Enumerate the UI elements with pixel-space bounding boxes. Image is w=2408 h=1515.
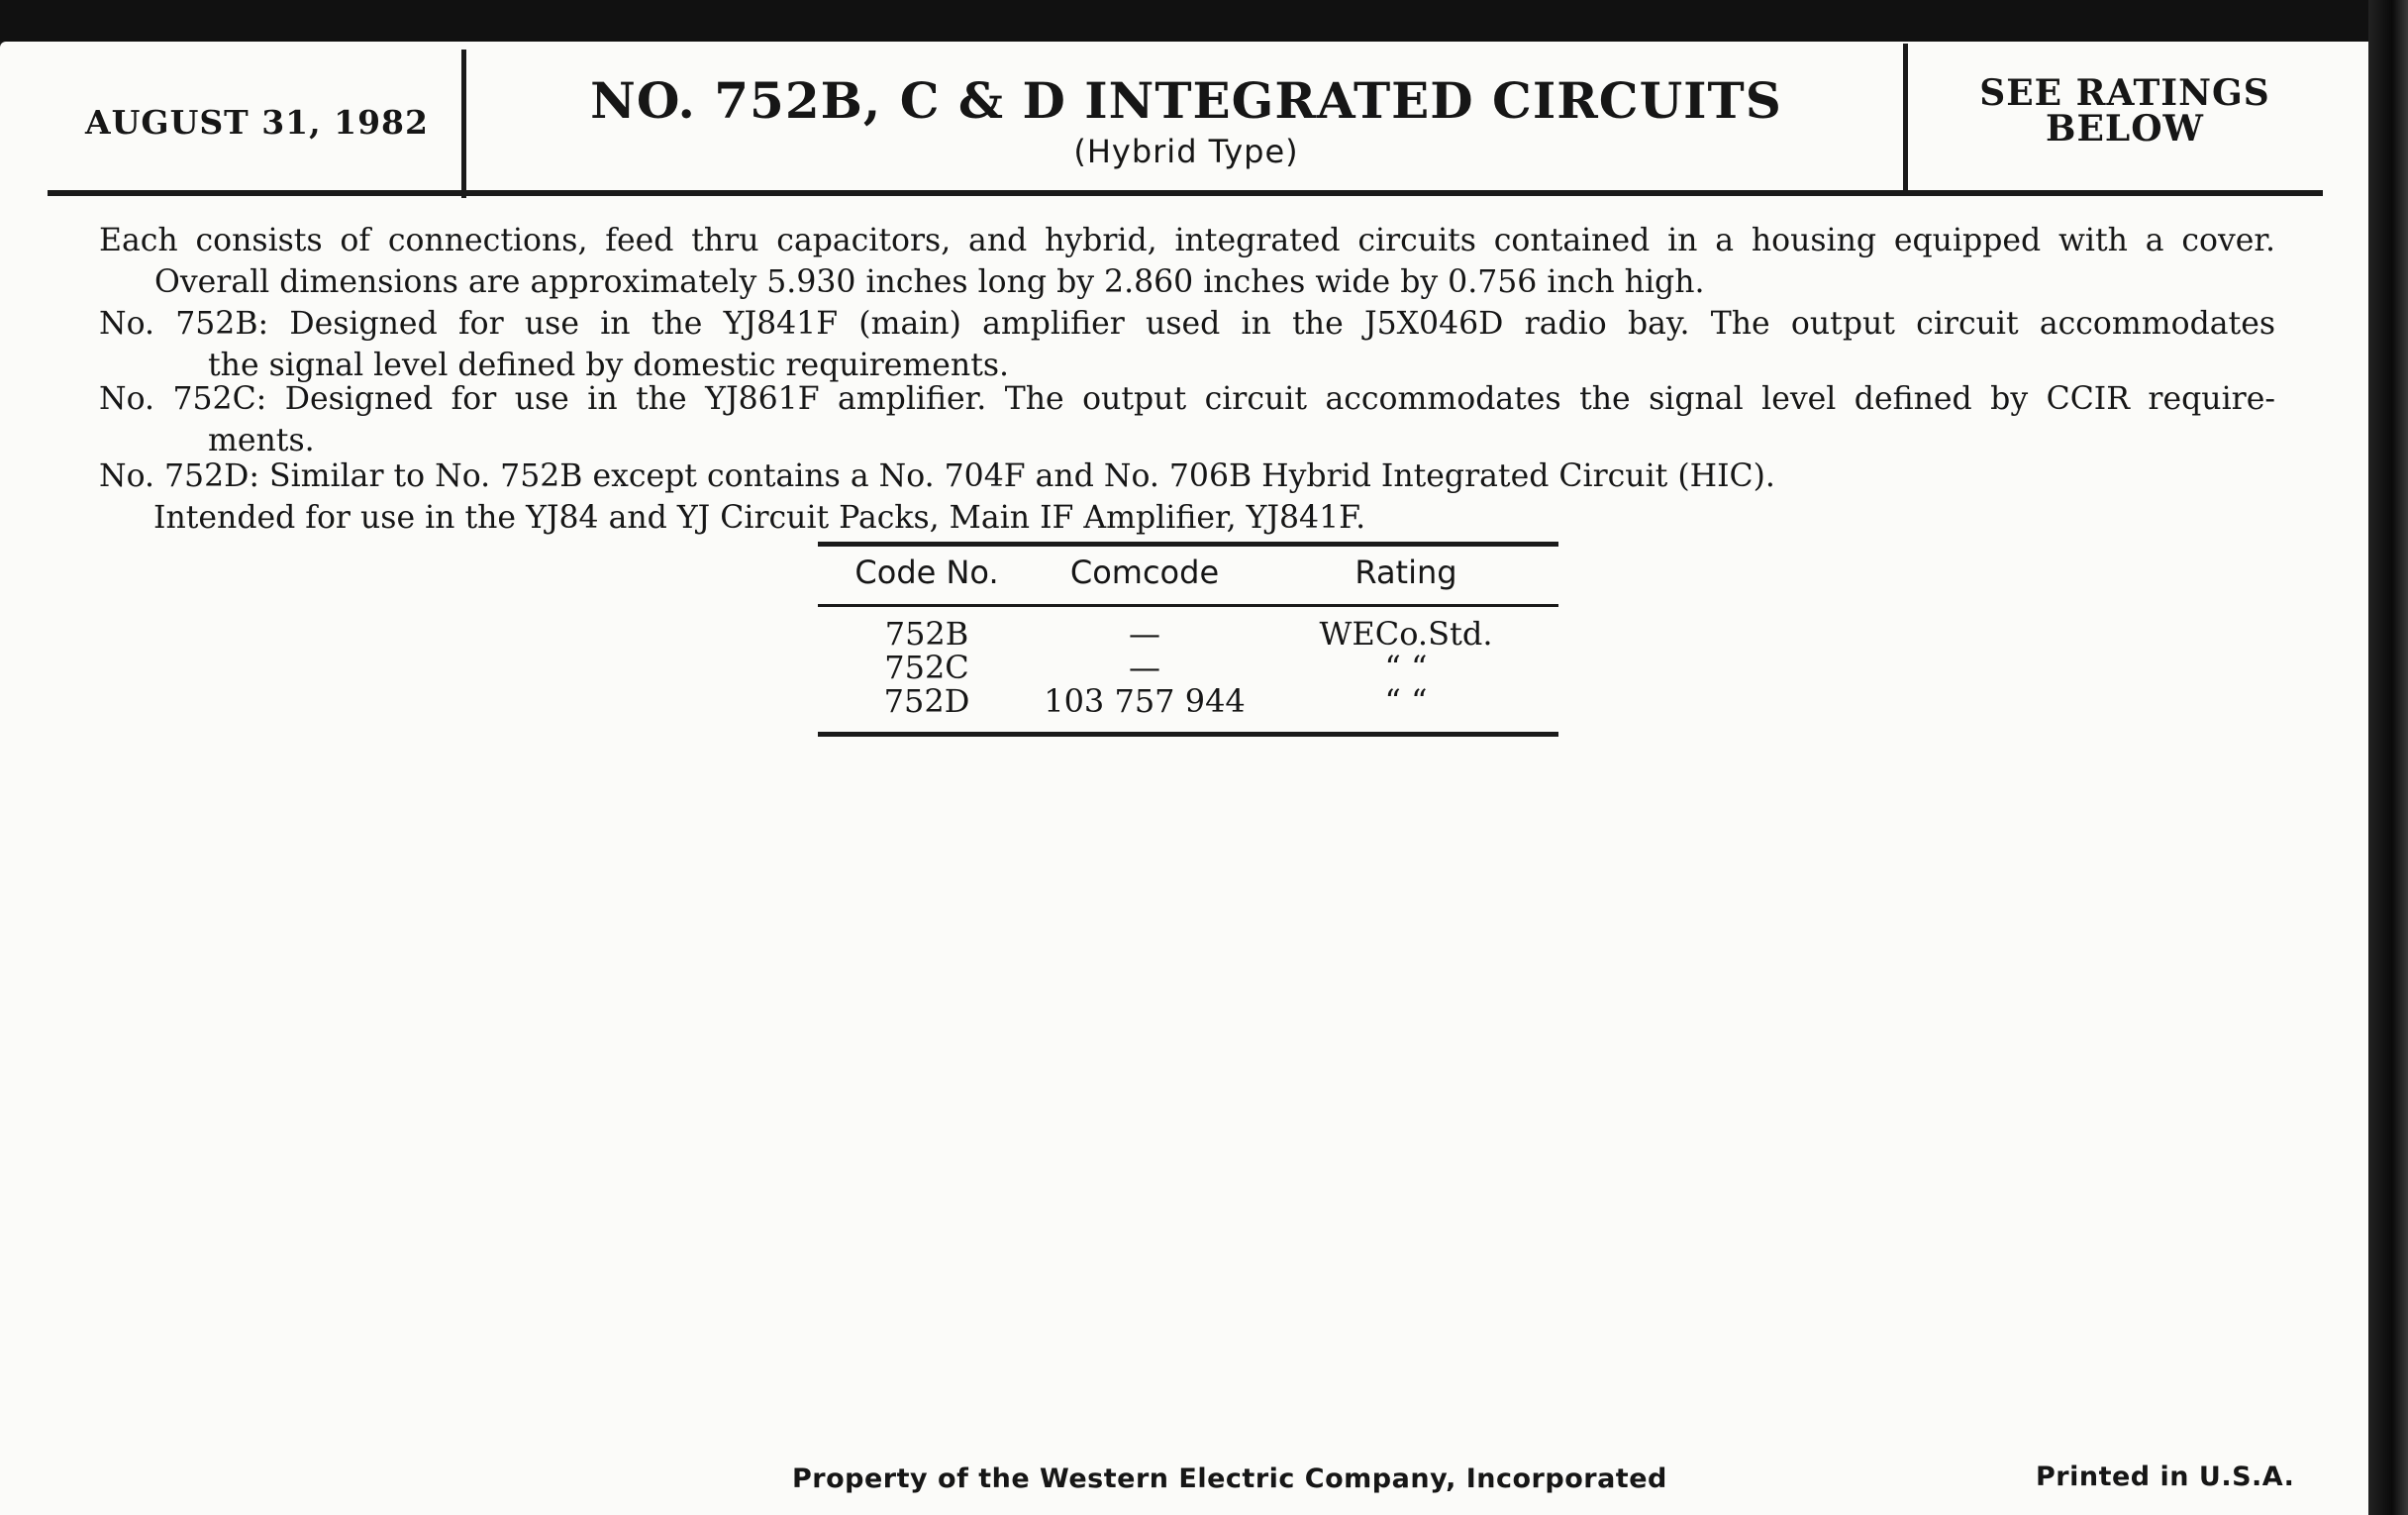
ratings-note-line1: SEE RATINGS: [1979, 72, 2270, 114]
scan-border-right: [2368, 0, 2408, 1515]
data-sheet-card: [0, 42, 2368, 1515]
paragraph-752b-line-2: the signal level defined by domestic requirements.: [208, 348, 1010, 383]
cell-rating: WECo.Std.: [1319, 615, 1493, 653]
column-header-rating: Rating: [1354, 554, 1457, 591]
table-row: [818, 617, 1558, 651]
property-notice: Property of the Western Electric Company, Incorporated: [792, 1464, 1667, 1494]
description-line-2: Overall dimensions are approximately 5.930 inches long by 2.860 inches wide by 0.756 inch high.: [154, 264, 1705, 300]
table-row: [818, 651, 1558, 684]
cell-rating: “ “: [1384, 649, 1428, 686]
table-body: [818, 607, 1558, 718]
ratings-table: [818, 542, 1558, 737]
column-header-comcode: Comcode: [1069, 554, 1220, 591]
header-rule: [48, 190, 2323, 196]
cell-comcode: —: [1129, 649, 1160, 686]
paragraph-752c: [99, 378, 2277, 461]
scan-border-top: [0, 0, 2408, 42]
page-subtitle: (Hybrid Type): [1073, 133, 1299, 170]
cell-comcode: 103 757 944: [1044, 682, 1246, 720]
issue-date: AUGUST 31, 1982: [85, 103, 429, 142]
cell-code: 752D: [883, 682, 970, 720]
column-header-code: Code No.: [854, 554, 999, 591]
paragraph-752c-line-1: No. 752C: Designed for use in the YJ861F amplifier. The output circuit accommodates the signal level defined by CCIR require-: [99, 381, 2275, 417]
cell-code: 752B: [884, 615, 969, 653]
paragraph-752b-line-1: No. 752B: Designed for use in the YJ841F (main) amplifier used in the J5X046D radio bay. The output circuit accommodates: [99, 306, 2275, 342]
cell-rating: “ “: [1384, 682, 1428, 720]
paragraph-752b: [99, 303, 2277, 386]
intended-use-line: Intended for use in the YJ84 and YJ Circuit Packs, Main IF Amplifier, YJ841F.: [153, 500, 1366, 536]
paragraph-752c-line-2: ments.: [208, 423, 315, 458]
description-paragraph: [99, 220, 2277, 303]
ratings-note: [1911, 72, 2339, 150]
cell-comcode: —: [1129, 615, 1160, 653]
table-rule-bottom: [818, 732, 1558, 737]
table-header-row: [818, 547, 1558, 598]
header-divider-left: [461, 50, 466, 198]
paragraph-752d: [99, 455, 2277, 497]
printed-in-notice: Printed in U.S.A.: [2036, 1462, 2295, 1492]
header-divider-right: [1903, 44, 1908, 192]
cell-code: 752C: [884, 649, 969, 686]
description-line-1: Each consists of connections, feed thru capacitors, and hybrid, integrated circuits contained in a housing equipped with a cover.: [99, 223, 2275, 258]
table-row: [818, 684, 1558, 718]
paragraph-752d-line-1: No. 752D: Similar to No. 752B except contains a No. 704F and No. 706B Hybrid Integrated Circuit (HIC).: [99, 458, 1775, 494]
intended-use-paragraph: [153, 497, 2332, 539]
ratings-note-line2: BELOW: [2046, 108, 2204, 150]
page-title: NO. 752B, C & D INTEGRATED CIRCUITS: [590, 71, 1782, 130]
